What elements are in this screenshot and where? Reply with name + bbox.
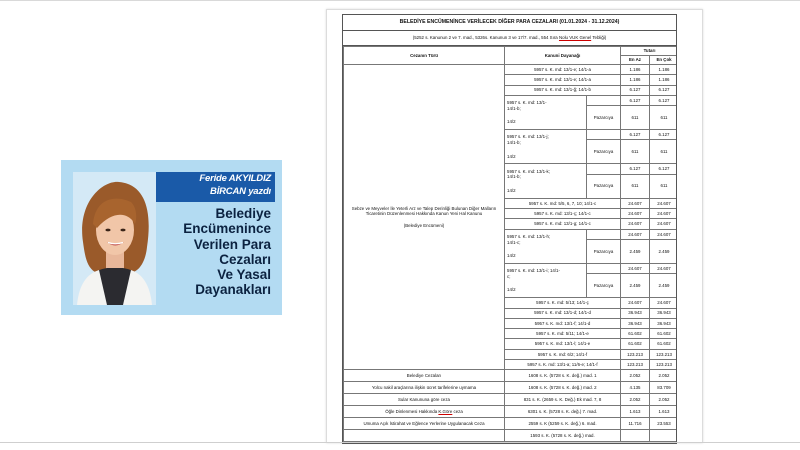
dayanak-cell: 1608 s. K. (5728 s. K. değ.) mad. 1 <box>505 370 621 382</box>
dayanak-cell: 5957 s. K. md: 13/1-ç; 14/1-c <box>505 209 621 219</box>
en-cok-cell: 123.213 <box>650 349 678 359</box>
dayanak-line: 14/2 <box>507 187 516 193</box>
en-cok-cell: 611 <box>650 140 678 164</box>
en-cok-cell: 36.943 <box>650 308 678 318</box>
pazarciya-cell: Pazarcıya <box>587 174 621 198</box>
ceza-turu-text: Umuma Açık İstirahat ve Eğlence Yerlerine Uygulanacak Ceza <box>363 421 485 427</box>
dayanak-line: 14/1-b; <box>507 174 521 180</box>
table-row <box>344 382 678 394</box>
headline-line: Belediye <box>215 206 271 221</box>
author-name-line2: BİRCAN yazdı <box>210 186 271 197</box>
table-row <box>344 370 678 382</box>
col-header-dayanak: Kanuni Dayanağı <box>505 47 621 65</box>
article-headline[interactable] <box>159 206 271 298</box>
pazarciya-cell: Pazarcıya <box>587 106 621 130</box>
bottom-divider <box>0 442 800 443</box>
dayanak-cell: 5957 s. K. md: 6/2; 14/1-f <box>505 349 621 359</box>
dayanak-cell: 1593 s. K. (5728 s. K. değ.) mad. <box>505 430 621 442</box>
ceza-turu-underlined: K.Göre <box>438 409 453 415</box>
ceza-turu-text: Öğle Dinlenmesi Hakkında <box>385 409 439 415</box>
subtitle-part: Tebliği) <box>591 35 607 40</box>
hal-kanunu-label: Sebze ve Meyveler İle Yeterli Arz ve Talep Derinliği Bulunan Diğer Malların Ticaretinin Düzenlenmesi Hakkında Kanun Yeni Hal Kanunu <box>351 205 497 217</box>
dayanak-line: 5957 s. K. md: 13/1-k; <box>507 168 550 174</box>
dayanak-line: 14/2 <box>507 119 516 125</box>
col-header-ceza-turu: Cezanın Türü <box>344 47 505 65</box>
dayanak-cell <box>505 164 587 198</box>
en-az-cell: 24.607 <box>621 198 650 208</box>
blank-cell <box>587 263 621 273</box>
ceza-turu-cell <box>344 394 505 406</box>
en-az-cell: 24.607 <box>621 263 650 273</box>
dayanak-cell <box>505 229 587 263</box>
en-cok-cell: 61.602 <box>650 339 678 349</box>
pazarciya-cell: Pazarcıya <box>587 274 621 298</box>
en-cok-cell: 6.127 <box>650 95 678 105</box>
dayanak-cell: 5957 s. K. md: 13/1-e; 14/1-a <box>505 65 621 75</box>
dayanak-cell: 6301 s. K. (5728 s. K. değ.) 7. mad. <box>505 406 621 418</box>
author-photo <box>73 172 156 305</box>
en-az-cell: 123.213 <box>621 360 650 370</box>
dayanak-cell: 5957 s. K. md: 13/1-a; 11/6-e; 14/1-f <box>505 360 621 370</box>
en-az-cell: 36.943 <box>621 308 650 318</box>
author-name-banner <box>156 172 275 202</box>
en-cok-cell: 6.127 <box>650 164 678 174</box>
en-cok-cell: 1.186 <box>650 65 678 75</box>
subtitle-part: (5252 s. Kanunun 2 ve 7. mad., 5326s. Kanunun 3 ve 17/7. mad., 554 Sıra <box>412 35 559 40</box>
dayanak-line: 5957 s. K. md: 13/1-h; <box>507 233 551 239</box>
dayanak-cell <box>505 130 587 164</box>
en-cok-cell: 61.602 <box>650 329 678 339</box>
en-cok-cell: 611 <box>650 106 678 130</box>
en-az-cell: 1.613 <box>621 406 650 418</box>
en-az-cell: 123.213 <box>621 349 650 359</box>
en-az-cell <box>621 430 650 442</box>
hal-kanunu-cell <box>344 65 505 370</box>
fines-table <box>343 46 677 442</box>
en-cok-cell: 24.607 <box>650 229 678 239</box>
en-cok-cell: 2.459 <box>650 239 678 263</box>
en-cok-cell <box>650 430 678 442</box>
ceza-turu-cell <box>344 418 505 430</box>
en-cok-cell: 2.052 <box>650 370 678 382</box>
en-cok-cell: 24.607 <box>650 209 678 219</box>
en-cok-cell: 36.943 <box>650 318 678 328</box>
en-az-cell: 2.052 <box>621 370 650 382</box>
ceza-turu-cell <box>344 370 505 382</box>
en-az-cell: 2.459 <box>621 274 650 298</box>
ceza-turu-cell <box>344 406 505 418</box>
ceza-turu-text: Yolcu nakil araçlarına ilişkin ücret tarifelerine uymama <box>371 385 477 391</box>
hal-kanunu-note: (Belediye Encümeni) <box>403 222 445 228</box>
table-row <box>344 406 678 418</box>
en-az-cell: 6.127 <box>621 95 650 105</box>
blank-cell <box>587 95 621 105</box>
dayanak-cell: 5957 s. K. md: 13/1-l; 14/1-e <box>505 339 621 349</box>
headline-line: Ve Yasal <box>217 267 271 283</box>
en-cok-cell: 24.607 <box>650 219 678 229</box>
dayanak-line: 14/2 <box>507 253 516 259</box>
dayanak-line: c; <box>507 273 511 279</box>
en-az-cell: 1.186 <box>621 65 650 75</box>
blank-cell <box>587 164 621 174</box>
pazarciya-cell: Pazarcıya <box>587 140 621 164</box>
en-cok-cell: 6.127 <box>650 85 678 95</box>
dayanak-cell: 5957 s. K. md: 13/1-f; 14/1-d <box>505 318 621 328</box>
headline-line: Cezaları <box>219 251 271 267</box>
en-az-cell: 6.127 <box>621 130 650 140</box>
en-cok-cell: 24.607 <box>650 198 678 208</box>
ceza-turu-text: Belediye Cezaları <box>406 373 442 379</box>
en-cok-cell: 6.127 <box>650 130 678 140</box>
dayanak-line: 5957 s. K. md: 13/1-i; 14/1- <box>507 268 560 274</box>
ceza-turu-text: ceza <box>452 409 463 415</box>
dayanak-line: 5957 s. K. md: 13/1-j; <box>507 134 549 140</box>
blank-cell <box>587 130 621 140</box>
dayanak-cell: 5957 s. K. md: 13/1-g; 14/1-c <box>505 219 621 229</box>
en-az-cell: 4.135 <box>621 382 650 394</box>
en-az-cell: 24.607 <box>621 219 650 229</box>
fine-table-document <box>342 14 677 444</box>
dayanak-cell <box>505 263 587 297</box>
en-cok-cell: 23.553 <box>650 418 678 430</box>
en-az-cell: 6.127 <box>621 85 650 95</box>
en-cok-cell: 1.613 <box>650 406 678 418</box>
pazarciya-cell: Pazarcıya <box>587 239 621 263</box>
subtitle-underlined: Nolu VUK Genel <box>558 35 592 40</box>
en-az-cell: 1.186 <box>621 75 650 85</box>
en-cok-cell: 2.459 <box>650 274 678 298</box>
dayanak-line: 14/1-b; <box>507 105 521 111</box>
dayanak-cell: 5957 s. K. md: 5/11; 14/1-e <box>505 329 621 339</box>
en-az-cell: 61.602 <box>621 329 650 339</box>
author-name-line1: Feride AKYILDIZ <box>199 173 271 184</box>
top-divider <box>0 0 800 1</box>
document-title: BELEDİYE ENCÜMENİNCE VERİLECEK DİĞER PARA CEZALARI (01.01.2024 - 31.12.2024) <box>343 15 676 31</box>
dayanak-cell: 1608 s. K. (5728 s. K. değ.) mad. 2 <box>505 382 621 394</box>
author-card[interactable] <box>61 160 282 315</box>
ceza-turu-text: Sular Kanununa göre ceza <box>398 397 450 403</box>
en-cok-cell: 123.213 <box>650 360 678 370</box>
ceza-turu-cell <box>344 382 505 394</box>
headline-line: Verilen Para <box>193 236 271 252</box>
dayanak-cell: 5957 s. K. md: 5/5, 6, 7, 10; 14/1-c <box>505 198 621 208</box>
en-cok-cell: 24.607 <box>650 263 678 273</box>
dayanak-line: 14/1-c; <box>507 239 521 245</box>
table-row <box>344 394 678 406</box>
table-body <box>344 65 678 442</box>
en-az-cell: 6.127 <box>621 164 650 174</box>
table-row <box>344 65 678 75</box>
dayanak-cell: 831 s. K. (2659 s. K. Değ.) Ek mad. 7, 8 <box>505 394 621 406</box>
col-header-en-cok: En Çok <box>650 56 678 65</box>
en-az-cell: 24.607 <box>621 209 650 219</box>
document-subtitle <box>343 31 676 46</box>
ceza-turu-cell <box>344 430 505 442</box>
dayanak-cell: 5957 s. K. md: 5/13; 14/1-ç <box>505 298 621 308</box>
blank-cell <box>587 229 621 239</box>
dayanak-line: 14/2 <box>507 153 516 159</box>
col-header-en-az: En Az <box>621 56 650 65</box>
table-row <box>344 430 678 442</box>
en-az-cell: 611 <box>621 140 650 164</box>
col-header-tutari: Tutarı <box>621 47 678 56</box>
en-az-cell: 611 <box>621 106 650 130</box>
headline-line: Dayanakları <box>195 282 271 298</box>
en-az-cell: 2.052 <box>621 394 650 406</box>
en-cok-cell: 611 <box>650 174 678 198</box>
en-az-cell: 11.716 <box>621 418 650 430</box>
dayanak-line: 5957 s. K. md: 13/1- <box>507 100 547 106</box>
table-row <box>344 418 678 430</box>
en-az-cell: 36.943 <box>621 318 650 328</box>
dayanak-line: 14/2 <box>507 287 516 293</box>
en-az-cell: 24.607 <box>621 298 650 308</box>
en-cok-cell: 2.052 <box>650 394 678 406</box>
en-az-cell: 611 <box>621 174 650 198</box>
dayanak-line: 14/1-b; <box>507 140 521 146</box>
dayanak-cell: 2559 s. K (5259 s. K. değ.) 6. mad. <box>505 418 621 430</box>
dayanak-cell: 5957 s. K. md: 13/1-d; 14/1-d <box>505 308 621 318</box>
en-az-cell: 24.607 <box>621 229 650 239</box>
headline-line: Encümenince <box>183 221 271 237</box>
dayanak-cell: 5957 s. K. md: 13/1-e; 14/1-a <box>505 75 621 85</box>
en-az-cell: 61.602 <box>621 339 650 349</box>
dayanak-cell: 5957 s. K. md: 13/1-ğ; 14/1-b <box>505 85 621 95</box>
en-az-cell: 2.459 <box>621 239 650 263</box>
en-cok-cell: 24.607 <box>650 298 678 308</box>
en-cok-cell: 83.709 <box>650 382 678 394</box>
en-cok-cell: 1.186 <box>650 75 678 85</box>
dayanak-cell <box>505 95 587 129</box>
